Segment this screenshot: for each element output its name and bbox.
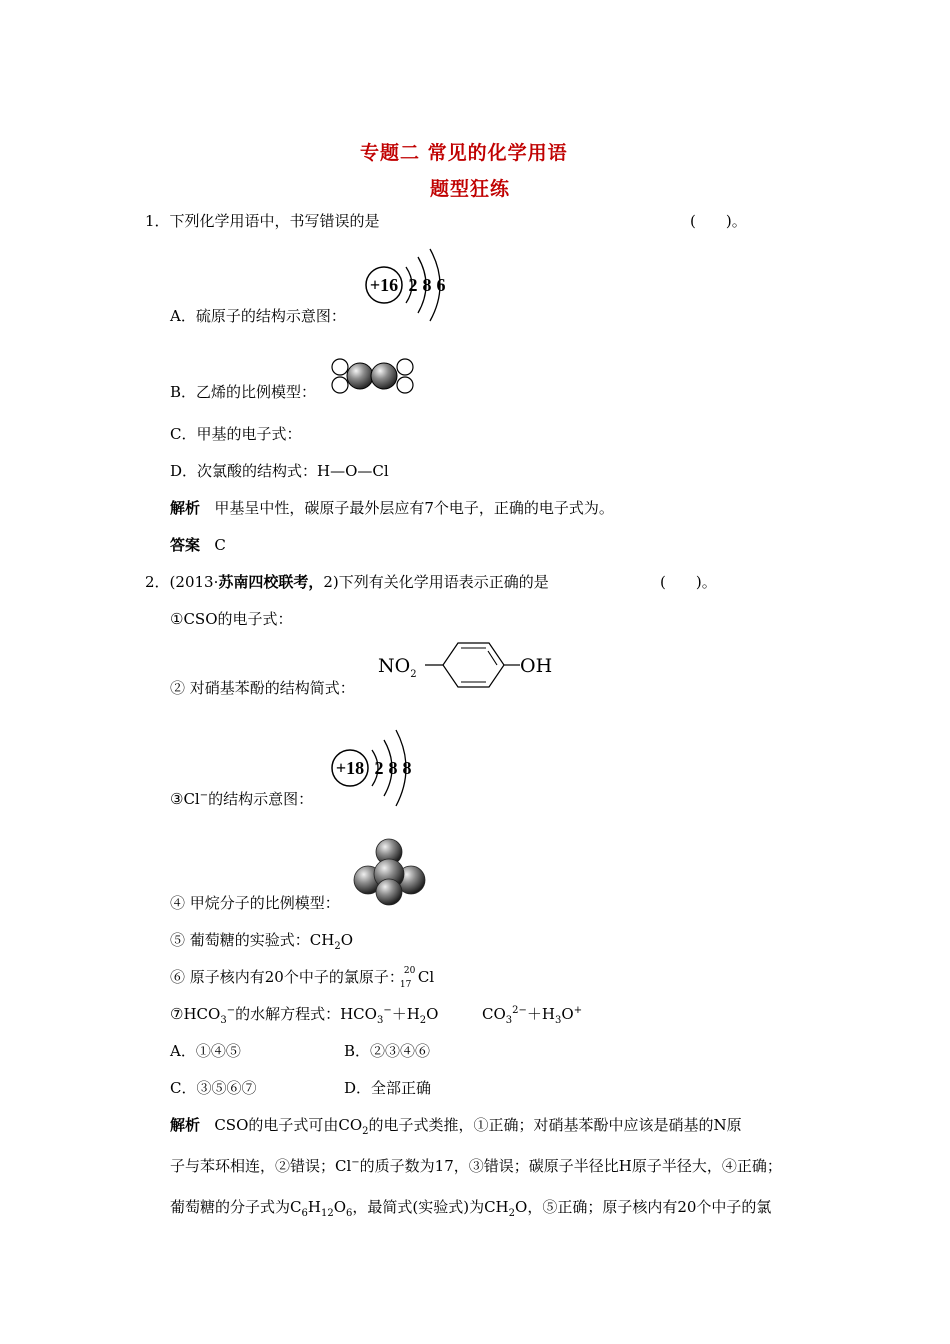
analysis-tag: 解析 [170,499,201,517]
q1-answer-bracket: ( )。 [690,212,747,230]
q2-item-7: $⑦HCO_3^-$的水解方程式：$HCO_3^-+H_2O$ [170,1005,439,1026]
q2-stem [145,571,549,592]
q1-option-b: B．乙烯的比例模型： [170,383,317,401]
benzene-ring-structure [425,640,525,690]
q1-option-c: C．甲基的电子式： [170,425,302,443]
nitro-group-label: $NO_2$ [378,655,417,680]
analysis-text: 甲基呈中性，碳原子最外层应有7个电子，正确的电子式为。 [214,499,614,517]
q2-item-2: ② 对硝基苯酚的结构简式： [170,679,355,697]
shell-electrons-3: 6 [436,275,446,295]
nucleus-charge: +18 [335,758,365,778]
hydrogen-atom [397,359,413,375]
q2-item-4: ④ 甲烷分子的比例模型： [170,894,340,912]
q1-analysis [170,497,614,518]
q2-option-c: C．③⑤⑥⑦ [170,1079,257,1097]
methane-space-filling-model [352,838,428,908]
q1-answer [170,534,226,555]
q2-answer-bracket: ( )。 [660,573,717,591]
q2-option-d: D．全部正确 [344,1079,432,1097]
carbon-atom [371,363,397,389]
q2-item-3: ③Cl−的结构示意图： [170,790,314,808]
shell-electrons-1: 2 [408,275,418,295]
q2-item-6: ⑥ 原子核内有20个中子的氯原子： 20 17 Cl [170,966,435,990]
shell-electrons-2: 8 [388,758,398,778]
q2-stem-source: 苏南四校联考， [218,573,324,591]
q2-analysis-line-3: 葡萄糖的分子式为$C_6H_{12}O_6$，最简式(实验式)为$CH_2O$，⑤正确；原子核内有20个中子的氯 [170,1198,772,1219]
q2-option-b: B．②③④⑥ [344,1042,431,1060]
page-title: 专题二 常见的化学用语 [360,142,568,164]
analysis-tag: 解析 [170,1116,201,1134]
q2-item-5: ⑤ 葡萄糖的实验式：$CH_2O$ [170,931,354,952]
q2-item-7-products: $CO_3^{2-}+H_3O^+$ [482,1005,583,1026]
nucleus-charge: +16 [369,275,399,295]
q2-analysis-line-1: 解析 CSO的电子式可由$CO_2$的电子式类推，①正确；对硝基苯酚中应该是硝基的N原 [170,1116,742,1137]
answer-tag: 答案 [170,536,201,554]
shell-electrons-3: 8 [402,758,412,778]
hydrogen-atom [332,377,348,393]
hydrogen-atom [397,377,413,393]
shell-electrons-1: 2 [374,758,384,778]
chloride-ion-structure-diagram [328,728,428,808]
ethylene-space-filling-model [330,358,420,396]
page-subtitle: 题型狂练 [430,178,511,200]
q2-item-1: ①CSO的电子式： [170,610,293,628]
shell-electrons-2: 8 [422,275,432,295]
q2-analysis-line-2: 子与苯环相连，②错误；Cl−的质子数为17，③错误；碳原子半径比H原子半径大，④正确； [170,1157,782,1175]
carbon-atom [347,363,373,389]
hydroxyl-group-label: OH [520,655,553,677]
q1-option-d: D．次氯酸的结构式：H—O—Cl [170,462,389,480]
q2-stem-number: 2．(2013· [145,573,219,591]
hydrogen-atom [332,359,348,375]
q1-stem: 1．下列化学用语中，书写错误的是 [145,212,380,230]
q2-option-a: A．①④⑤ [170,1042,241,1060]
q1-option-a: A．硫原子的结构示意图： [170,307,346,325]
answer-value: C [214,536,226,554]
sulfur-atom-structure-diagram [360,245,460,325]
q2-stem-text: 2)下列有关化学用语表示正确的是 [323,573,549,591]
